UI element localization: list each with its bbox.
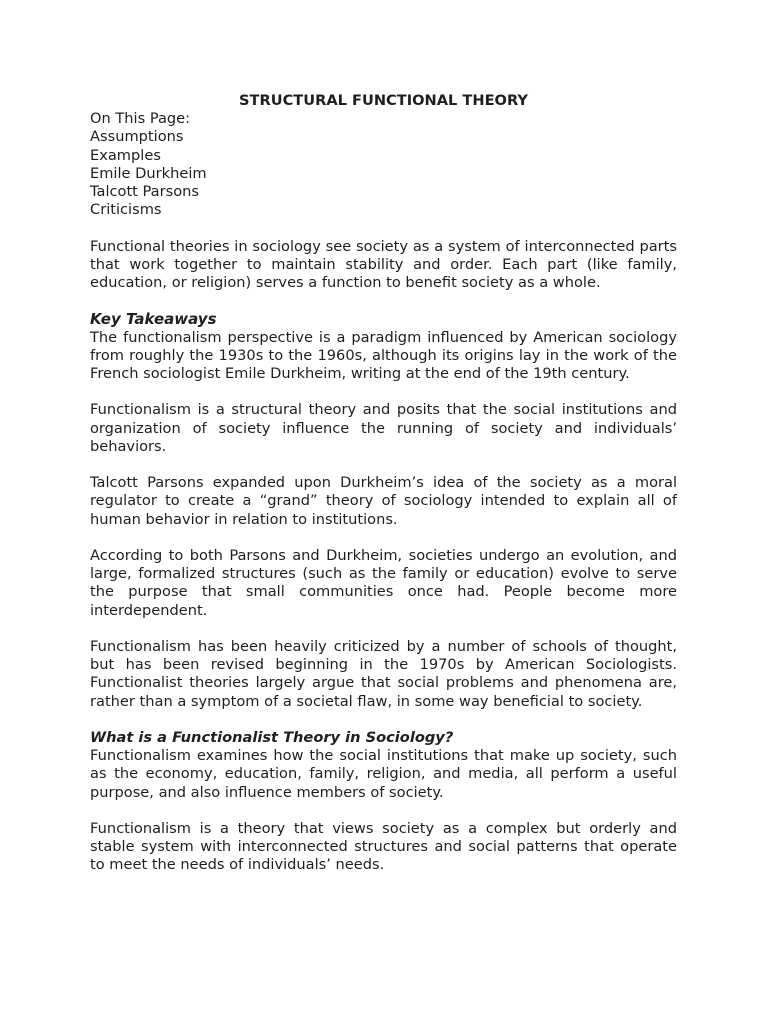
toc-item-talcott-parsons[interactable]: Talcott Parsons (90, 183, 200, 201)
section-paragraph: Functionalism is a theory that views society as a complex but orderly and stable system with interconnected structures and social patterns that operate to meet the needs of individuals’ needs. (90, 820, 677, 874)
intro-paragraph: Functional theories in sociology see society as a system of interconnected parts that work together to maintain stability and order. Each part (like family, education, or religion) serves a function to benefit society as a whole. (90, 237, 677, 292)
document-page (90, 92, 677, 875)
key-takeaways-heading: Key Takeaways (90, 310, 217, 329)
table-of-contents (90, 110, 677, 219)
key-takeaway-paragraph: According to both Parsons and Durkheim, societies undergo an evolution, and large, formalized structures (such as the family or education) evolve to serve the purpose that small communities once had. People become more interdependent. (90, 547, 677, 619)
key-takeaway-paragraph: Talcott Parsons expanded upon Durkheim’s idea of the society as a moral regulator to create a “grand” theory of sociology intended to explain all of human behavior in relation to institutions. (90, 474, 677, 528)
toc-heading: On This Page: (90, 110, 191, 128)
toc-item-emile-durkheim[interactable]: Emile Durkheim (90, 164, 207, 182)
toc-item-assumptions[interactable]: Assumptions (90, 128, 184, 146)
toc-item-examples[interactable]: Examples (90, 146, 161, 164)
key-takeaway-paragraph: Functionalism is a structural theory and posits that the social institutions and organization of society influence the running of society and individuals’ behaviors. (90, 401, 677, 455)
key-takeaway-paragraph: The functionalism perspective is a paradigm influenced by American sociology from roughly the 1930s to the 1960s, although its origins lay in the work of the French sociologist Emile Durkheim, writing at the end of the 19th century. (90, 328, 677, 383)
section-heading: What is a Functionalist Theory in Sociology? (90, 729, 454, 746)
toc-item-criticisms[interactable]: Criticisms (90, 201, 162, 219)
document-title: STRUCTURAL FUNCTIONAL THEORY (239, 92, 528, 109)
key-takeaway-paragraph: Functionalism has been heavily criticized by a number of schools of thought, but has been revised beginning in the 1970s by American Sociologists. Functionalist theories largely argue that social problems and phenomena are, rather than a symptom of a societal flaw, in some way beneficial to society. (90, 638, 677, 710)
section-paragraph: Functionalism examines how the social institutions that make up society, such as the economy, education, family, religion, and media, all perform a useful purpose, and also influence members of society. (90, 747, 677, 801)
